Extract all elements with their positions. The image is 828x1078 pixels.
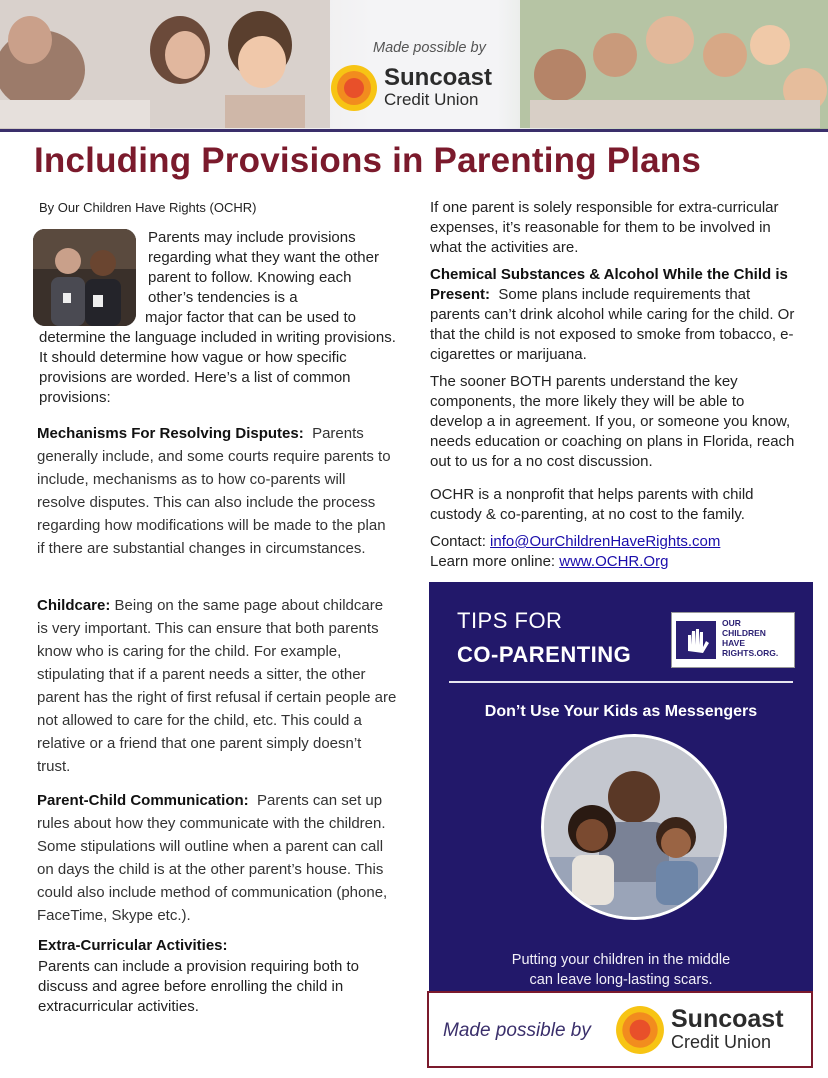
header-banner <box>0 0 828 132</box>
made-possible-text: Made possible by <box>443 1020 591 1041</box>
email-link[interactable]: info@OurChildrenHaveRights.com <box>490 533 721 550</box>
sponsor-box <box>427 991 813 1068</box>
contact-label: Contact: <box>430 533 486 550</box>
family-circle-photo <box>541 734 727 920</box>
card-footer-line: can leave long-lasting scars. <box>529 972 713 988</box>
made-possible-text: Made possible by <box>373 40 486 56</box>
expenses-paragraph: If one parent is solely responsible for extra-curricular expenses, it’s reasonable for them to be involved in what the activities are. <box>430 199 779 256</box>
logo-line: RIGHTS.ORG. <box>722 648 779 658</box>
page-title: Including Provisions in Parenting Plans <box>34 141 702 180</box>
section-substances <box>430 265 800 365</box>
intro-rest: determine the language included in writing provisions. It should determine how vague or how specific provisions are worded. Here’s a list of common provisions: <box>39 329 396 406</box>
section-communication <box>37 789 397 927</box>
logo-line: CHILDREN <box>722 628 766 638</box>
section-heading: Chemical Substances & Alcohol While the Child is Present: <box>430 266 788 303</box>
suncoast-logo <box>330 62 510 112</box>
banner-divider <box>0 129 828 132</box>
tips-line1: TIPS FOR <box>457 608 563 633</box>
contact-block <box>430 532 800 572</box>
card-divider <box>449 681 793 683</box>
sponsor-sub: Credit Union <box>671 1032 772 1052</box>
children-photo <box>520 0 828 128</box>
logo-line: OUR <box>722 618 741 628</box>
suncoast-logo <box>615 1003 805 1057</box>
section-body-extracurricular: Parents can include a provision requiring both to discuss and agree before enrolling the child in extracurricular activities. <box>38 958 360 1015</box>
sponsor-name: Suncoast <box>671 1005 784 1033</box>
section-childcare <box>37 594 397 778</box>
section-body: Parents generally include, and some courts require parents to include, mechanisms as to how co-parents will resolve disputes. This can also include the process regarding how modifications will be made to the plan if there are substantial changes in circumstances. <box>37 425 391 557</box>
family-photo <box>0 0 330 128</box>
tips-line2: CO-PARENTING <box>457 642 632 667</box>
hand-icon <box>676 621 716 659</box>
sun-icon <box>330 64 378 112</box>
card-footer <box>429 950 813 990</box>
section-heading: Childcare: <box>37 597 111 614</box>
closing-paragraph: The sooner BOTH parents understand the key components, the more likely they will be able to develop a in agreement. If you, or someone you know, needs education or coaching on plans in Florida, reach out to us for a no cost discussion. <box>430 373 795 470</box>
sponsor-name: Suncoast <box>384 64 493 91</box>
learn-line <box>430 552 800 572</box>
section-body: Being on the same page about childcare is very important. This can ensure that both parents know who is caring for the child. For example, stipulating that if a parent needs a sitter, the other parent has the right of first refusal if certain people are not allowed to care for the child, etc. This could a relative or a friend that one parent simply doesn’t trust. <box>37 597 397 775</box>
sun-icon <box>615 1005 665 1055</box>
intro-line-first: major factor that can be used to <box>145 309 356 326</box>
section-heading-extracurricular: Extra-Curricular Activities: <box>38 937 228 954</box>
intro-paragraph-b <box>39 308 399 408</box>
logo-line: HAVE <box>722 638 745 648</box>
contact-line <box>430 532 800 552</box>
website-link[interactable]: www.OCHR.Org <box>559 553 669 570</box>
section-body: Parents can set up rules about how they communicate with the children. Some stipulations will outline when a parent can call on days the child is at the other parent’s house. This could also include method of communication (phone, FaceTime, Skype etc.). <box>37 792 388 924</box>
ochr-logo-text <box>722 618 778 658</box>
byline: By Our Children Have Rights (OCHR) <box>39 200 257 215</box>
card-footer-line: Putting your children in the middle <box>511 952 731 968</box>
card-headline: Don’t Use Your Kids as Messengers <box>484 703 758 720</box>
sponsor-sub: Credit Union <box>384 90 479 109</box>
section-heading: Parent-Child Communication: <box>37 792 249 809</box>
section-body: Some plans include requirements that parents can’t drink alcohol while caring for the child. Or that the child is not exposed to smoke from tobacco, e-cigarettes or marijuana. <box>430 286 795 363</box>
about-paragraph: OCHR is a nonprofit that helps parents with child custody & co-parenting, at no cost to the family. <box>430 486 754 523</box>
learn-label: Learn more online: <box>430 553 556 570</box>
ochr-logo <box>671 612 795 668</box>
section-disputes <box>37 422 397 560</box>
section-heading: Mechanisms For Resolving Disputes: <box>37 425 304 442</box>
tips-card <box>429 582 813 992</box>
intro-paragraph-a: Parents may include provisions regarding what they want the other parent to follow. Knowing each other’s tendencies is a <box>148 229 379 306</box>
